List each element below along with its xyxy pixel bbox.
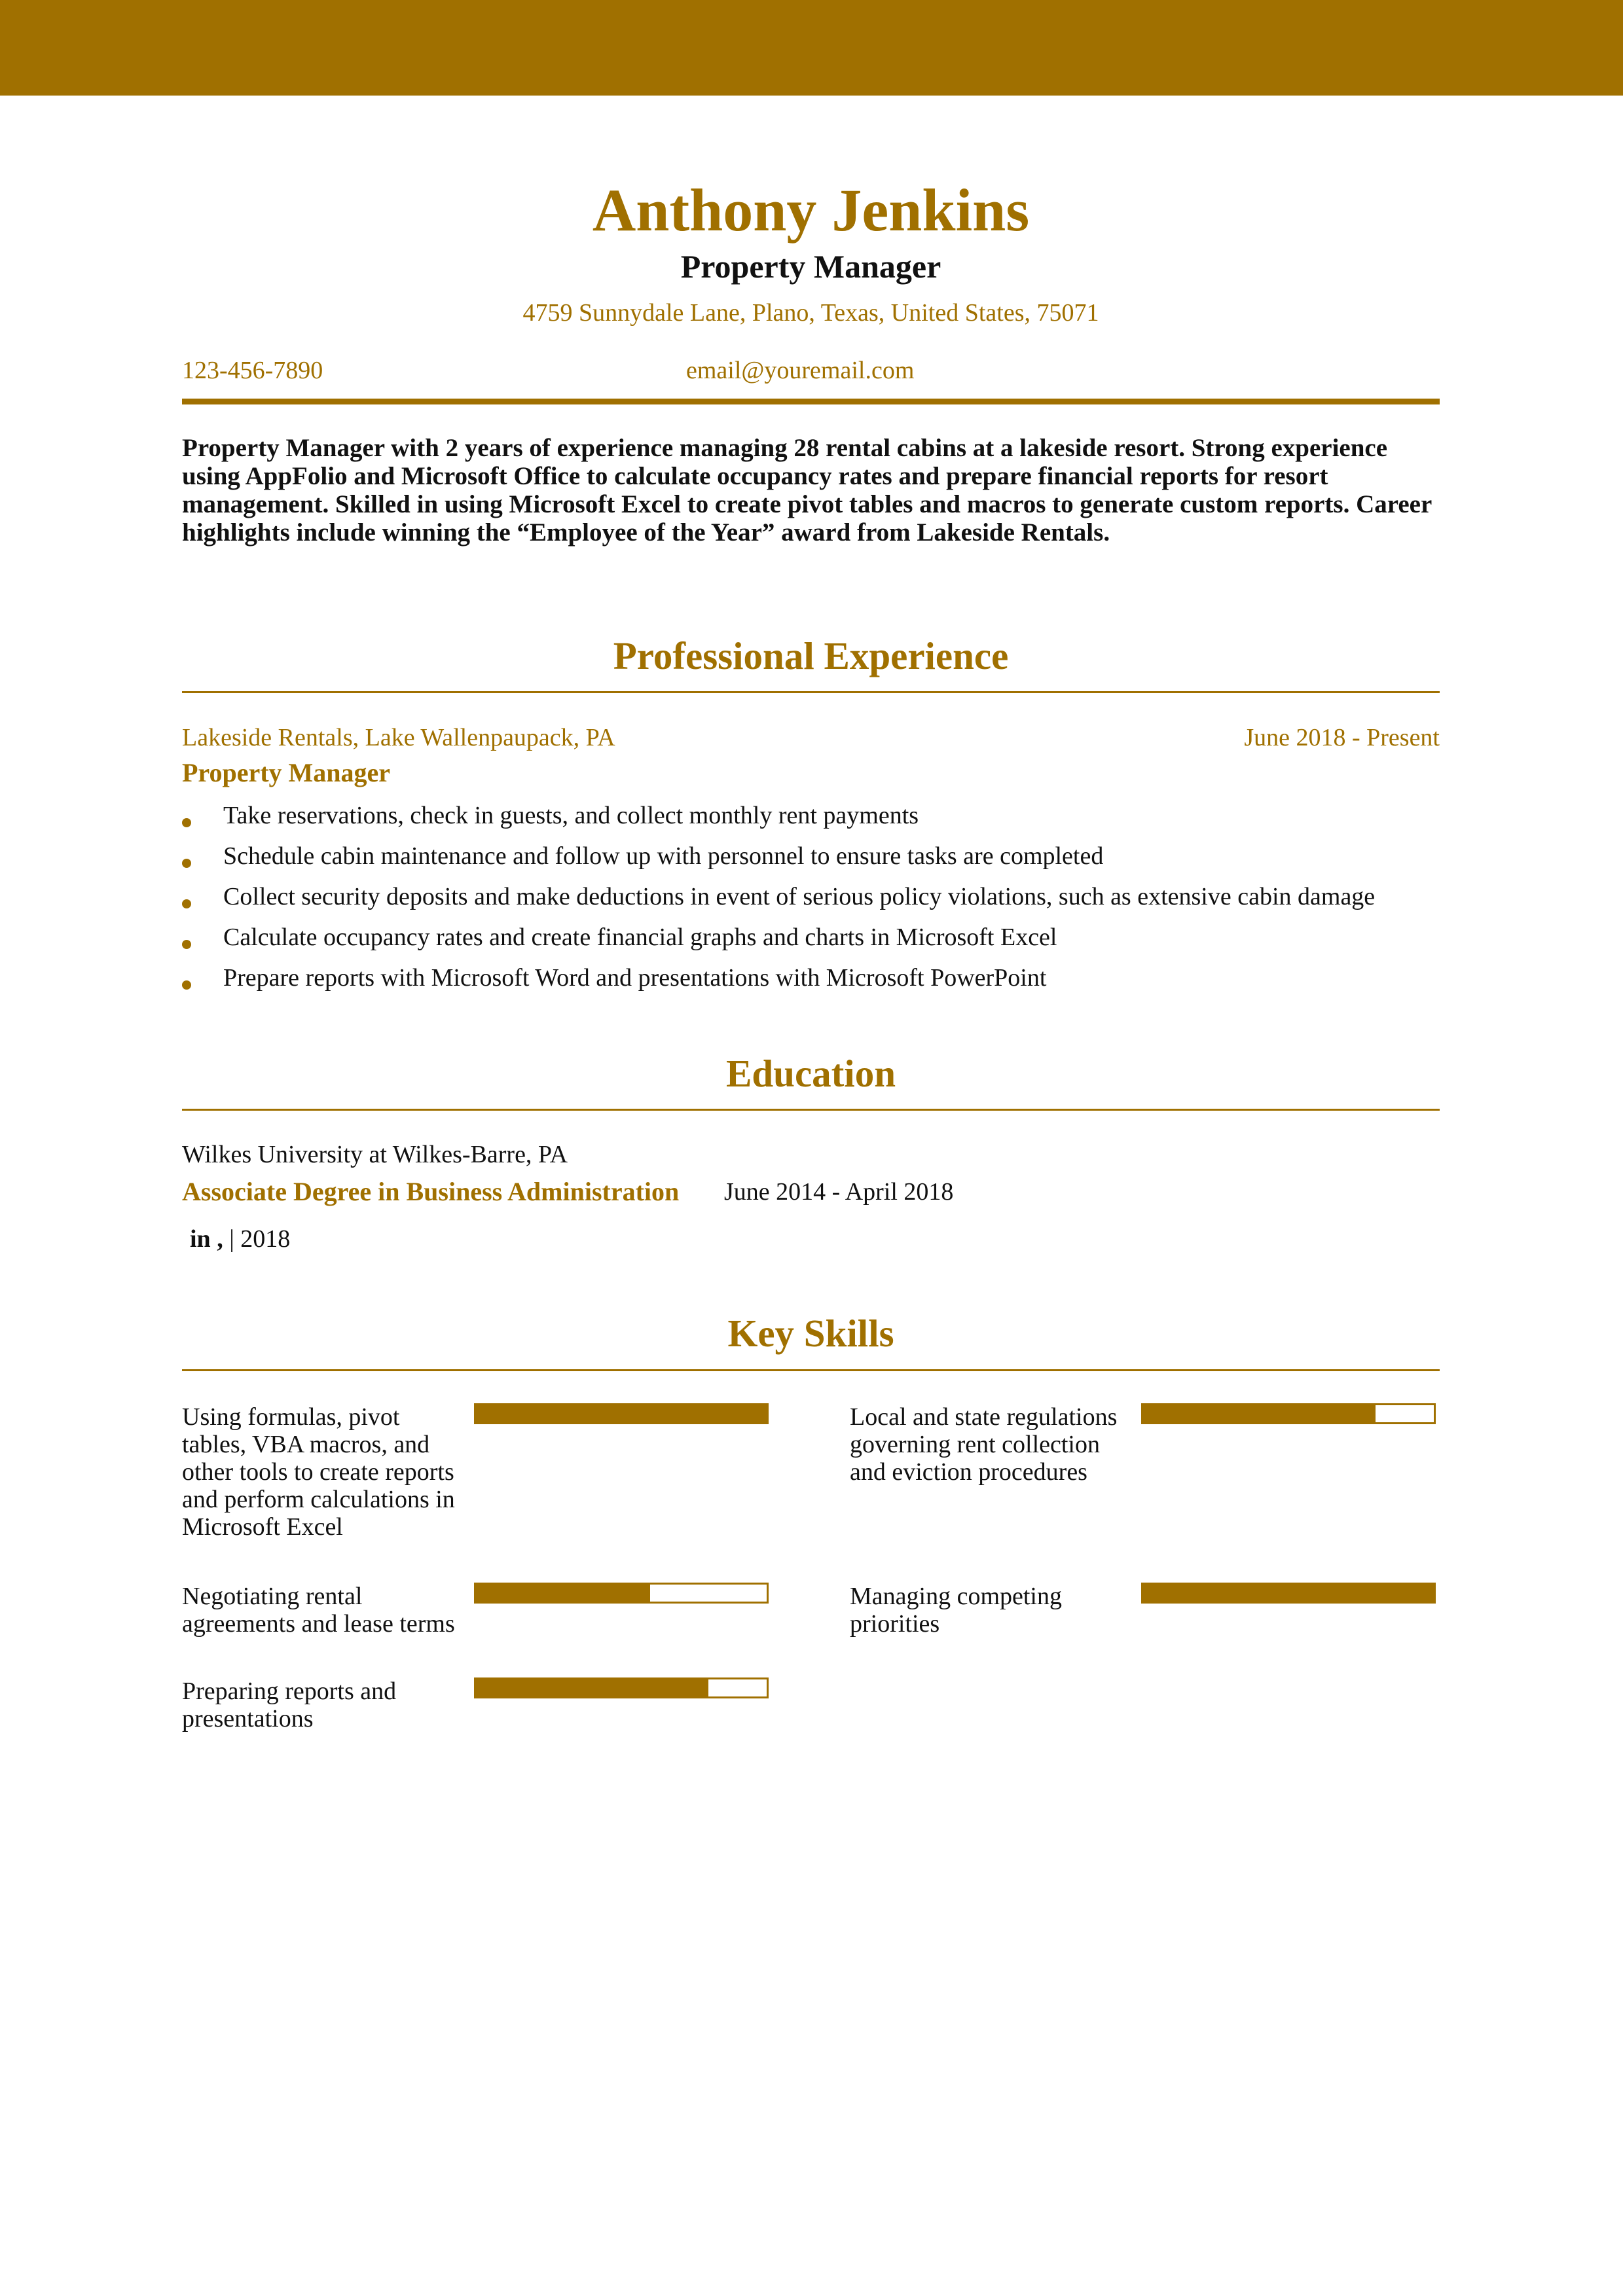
skill-level-bar (474, 1677, 769, 1698)
job-duties-list (182, 800, 1440, 1003)
contact-phone: 123-456-7890 (182, 357, 323, 384)
skills-heading: Key Skills (727, 1312, 894, 1355)
contact-address: 4759 Sunnydale Lane, Plano, Texas, United States, 75071 (522, 299, 1099, 327)
job-dates: June 2018 - Present (1244, 724, 1440, 751)
skill-level-bar (1141, 1583, 1436, 1604)
professional-summary: Property Manager with 2 years of experience managing 28 rental cabins at a lakeside resort. Strong experience using AppFolio and Microsoft Office to calculate occupancy rates and prepare financial reports for resort management. Skilled in using Microsoft Excel to create pivot tables and macros to generate custom reports. Career highlights include winning the “Employee of the Year” award from Lakeside Rentals. (182, 434, 1432, 547)
skills-divider (182, 1369, 1440, 1371)
skill-level-fill (476, 1585, 650, 1602)
skill-label: Using formulas, pivot tables, VBA macros, and other tools to create reports and perform calculations in Microsoft Excel (182, 1403, 455, 1541)
bullet-icon (182, 940, 191, 949)
duty-text: Collect security deposits and make deductions in event of serious policy violations, such as extensive cabin damage (223, 883, 1376, 910)
bullet-icon (182, 859, 191, 868)
duty-text: Schedule cabin maintenance and follow up with personnel to ensure tasks are completed (223, 842, 1104, 870)
education-extra-bold: in , (190, 1225, 223, 1253)
skill-label: Local and state regulations governing rent collection and eviction procedures (850, 1403, 1118, 1486)
skill-label: Preparing reports and presentations (182, 1677, 397, 1732)
duty-text: Take reservations, check in guests, and collect monthly rent payments (223, 802, 919, 829)
contact-email: email@youremail.com (686, 357, 915, 384)
header-accent-bar (0, 0, 1623, 96)
list-item (182, 840, 1440, 881)
education-degree: Associate Degree in Business Administration (182, 1177, 680, 1206)
duty-text: Prepare reports with Microsoft Word and presentations with Microsoft PowerPoint (223, 964, 1047, 992)
experience-divider (182, 691, 1440, 693)
list-item (182, 881, 1440, 922)
header-divider (182, 399, 1440, 404)
education-extra (190, 1223, 290, 1255)
candidate-title: Property Manager (680, 248, 941, 285)
education-school: Wilkes University at Wilkes-Barre, PA (182, 1141, 568, 1168)
education-dates: June 2014 - April 2018 (724, 1178, 954, 1206)
skill-label: Managing competing priorities (850, 1583, 1062, 1638)
job-title: Property Manager (182, 758, 391, 787)
bullet-icon (182, 899, 191, 908)
experience-heading: Professional Experience (613, 634, 1009, 677)
skill-level-bar (1141, 1403, 1436, 1424)
skill-level-fill (1143, 1405, 1376, 1422)
skill-level-fill (476, 1679, 708, 1696)
list-item (182, 962, 1440, 1003)
education-divider (182, 1109, 1440, 1111)
list-item (182, 800, 1440, 840)
education-extra-text: | 2018 (229, 1225, 291, 1253)
skill-level-bar (474, 1583, 769, 1604)
list-item (182, 922, 1440, 962)
skill-level-fill (1143, 1585, 1434, 1602)
job-company: Lakeside Rentals, Lake Wallenpaupack, PA (182, 724, 615, 751)
skill-level-fill (476, 1405, 767, 1422)
bullet-icon (182, 818, 191, 827)
education-heading: Education (725, 1052, 896, 1095)
skill-level-bar (474, 1403, 769, 1424)
bullet-icon (182, 980, 191, 990)
duty-text: Calculate occupancy rates and create financial graphs and charts in Microsoft Excel (223, 924, 1057, 951)
candidate-name: Anthony Jenkins (592, 177, 1030, 243)
skill-label: Negotiating rental agreements and lease terms (182, 1583, 455, 1638)
